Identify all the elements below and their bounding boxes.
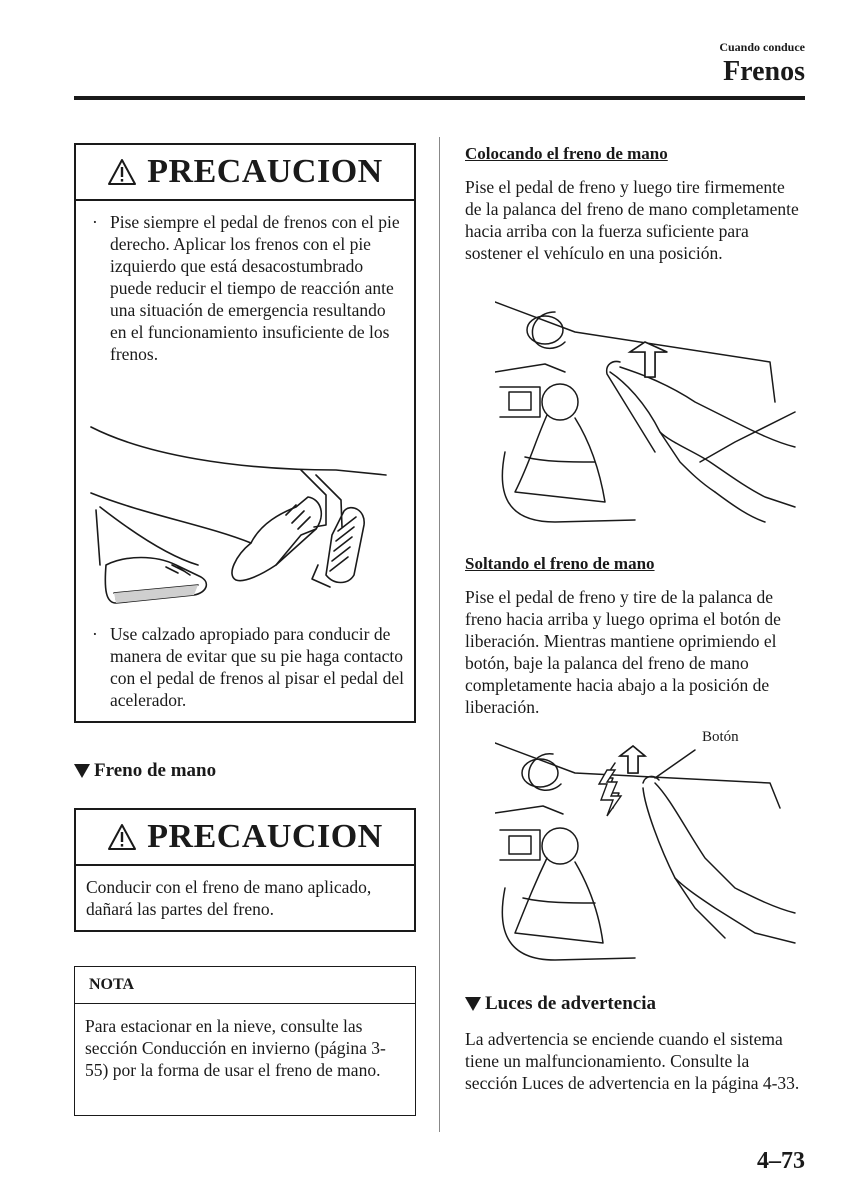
caution-bullet-1 bbox=[90, 211, 404, 365]
caution-box-pedal bbox=[74, 143, 416, 723]
header-section-label: Cuando conduce bbox=[719, 40, 805, 54]
caution-title: PRECAUCION bbox=[147, 153, 383, 190]
bullet-dot: · bbox=[92, 624, 98, 644]
handbrake-heading-text: Freno de mano bbox=[94, 760, 217, 781]
caution-bullet-text: Pise siempre el pedal de frenos con el pie derecho. Aplicar los frenos con el pie izquierdo que está desacostumbrado puede reducir el tiempo de reacción ante una situación de emergencia resultando en el funcionamiento insuficiente de los frenos. bbox=[110, 212, 400, 364]
warning-lights-text: La advertencia se enciende cuando el sistema tiene un malfuncionamiento. Consulte la sección Luces de advertencia en la página 4-33. bbox=[465, 1029, 800, 1093]
button-callout-label: Botón bbox=[702, 729, 739, 745]
releasing-text: Pise el pedal de freno y tire de la palanca de freno hacia arriba y luego oprima el botón de liberación. Mientras mantiene oprimiendo el botón, baje la palanca del freno de mano completamente hacia abajo a la posición de liberación. bbox=[465, 587, 781, 717]
handbrake-caution-text: Conducir con el freno de mano aplicado, dañará las partes del freno. bbox=[86, 877, 372, 919]
warning-lights-heading-text: Luces de advertencia bbox=[485, 993, 656, 1014]
nota-title: NOTA bbox=[75, 967, 415, 1004]
header-rule bbox=[74, 96, 805, 100]
page-title: Frenos bbox=[723, 56, 805, 87]
caution-header bbox=[76, 145, 414, 201]
pedals-illustration bbox=[86, 415, 406, 615]
bullet-dot: · bbox=[92, 212, 98, 232]
releasing-heading: Soltando el freno de mano bbox=[465, 554, 655, 573]
applying-text: Pise el pedal de freno y luego tire firmemente de la palanca del freno de mano completamente hacia arriba con la fuerza suficiente para sostener el vehículo en una posición. bbox=[465, 177, 799, 263]
section-triangle-icon bbox=[465, 997, 481, 1011]
warning-lights-heading bbox=[465, 993, 656, 1015]
release-handbrake-illustration bbox=[495, 738, 800, 968]
nota-text: Para estacionar en la nieve, consulte las sección Conducción en invierno (página 3-55) por la forma de usar el freno de mano. bbox=[85, 1016, 386, 1080]
warning-triangle-icon bbox=[107, 823, 137, 851]
warning-triangle-icon bbox=[107, 158, 137, 186]
caution-box-handbrake bbox=[74, 808, 416, 932]
applying-heading: Colocando el freno de mano bbox=[465, 144, 668, 163]
caution-header bbox=[76, 810, 414, 866]
caution-title: PRECAUCION bbox=[147, 818, 383, 855]
handbrake-heading bbox=[74, 760, 216, 782]
caution-bullet-text: Use calzado apropiado para conducir de manera de evitar que su pie haga contacto con el pedal de frenos al pisar el pedal del acelerador. bbox=[110, 624, 404, 710]
page-number: 4–73 bbox=[757, 1148, 805, 1174]
apply-handbrake-illustration bbox=[495, 292, 800, 532]
nota-box bbox=[74, 966, 416, 1116]
section-triangle-icon bbox=[74, 764, 90, 778]
column-divider bbox=[439, 137, 440, 1132]
caution-bullet-2 bbox=[90, 623, 404, 711]
